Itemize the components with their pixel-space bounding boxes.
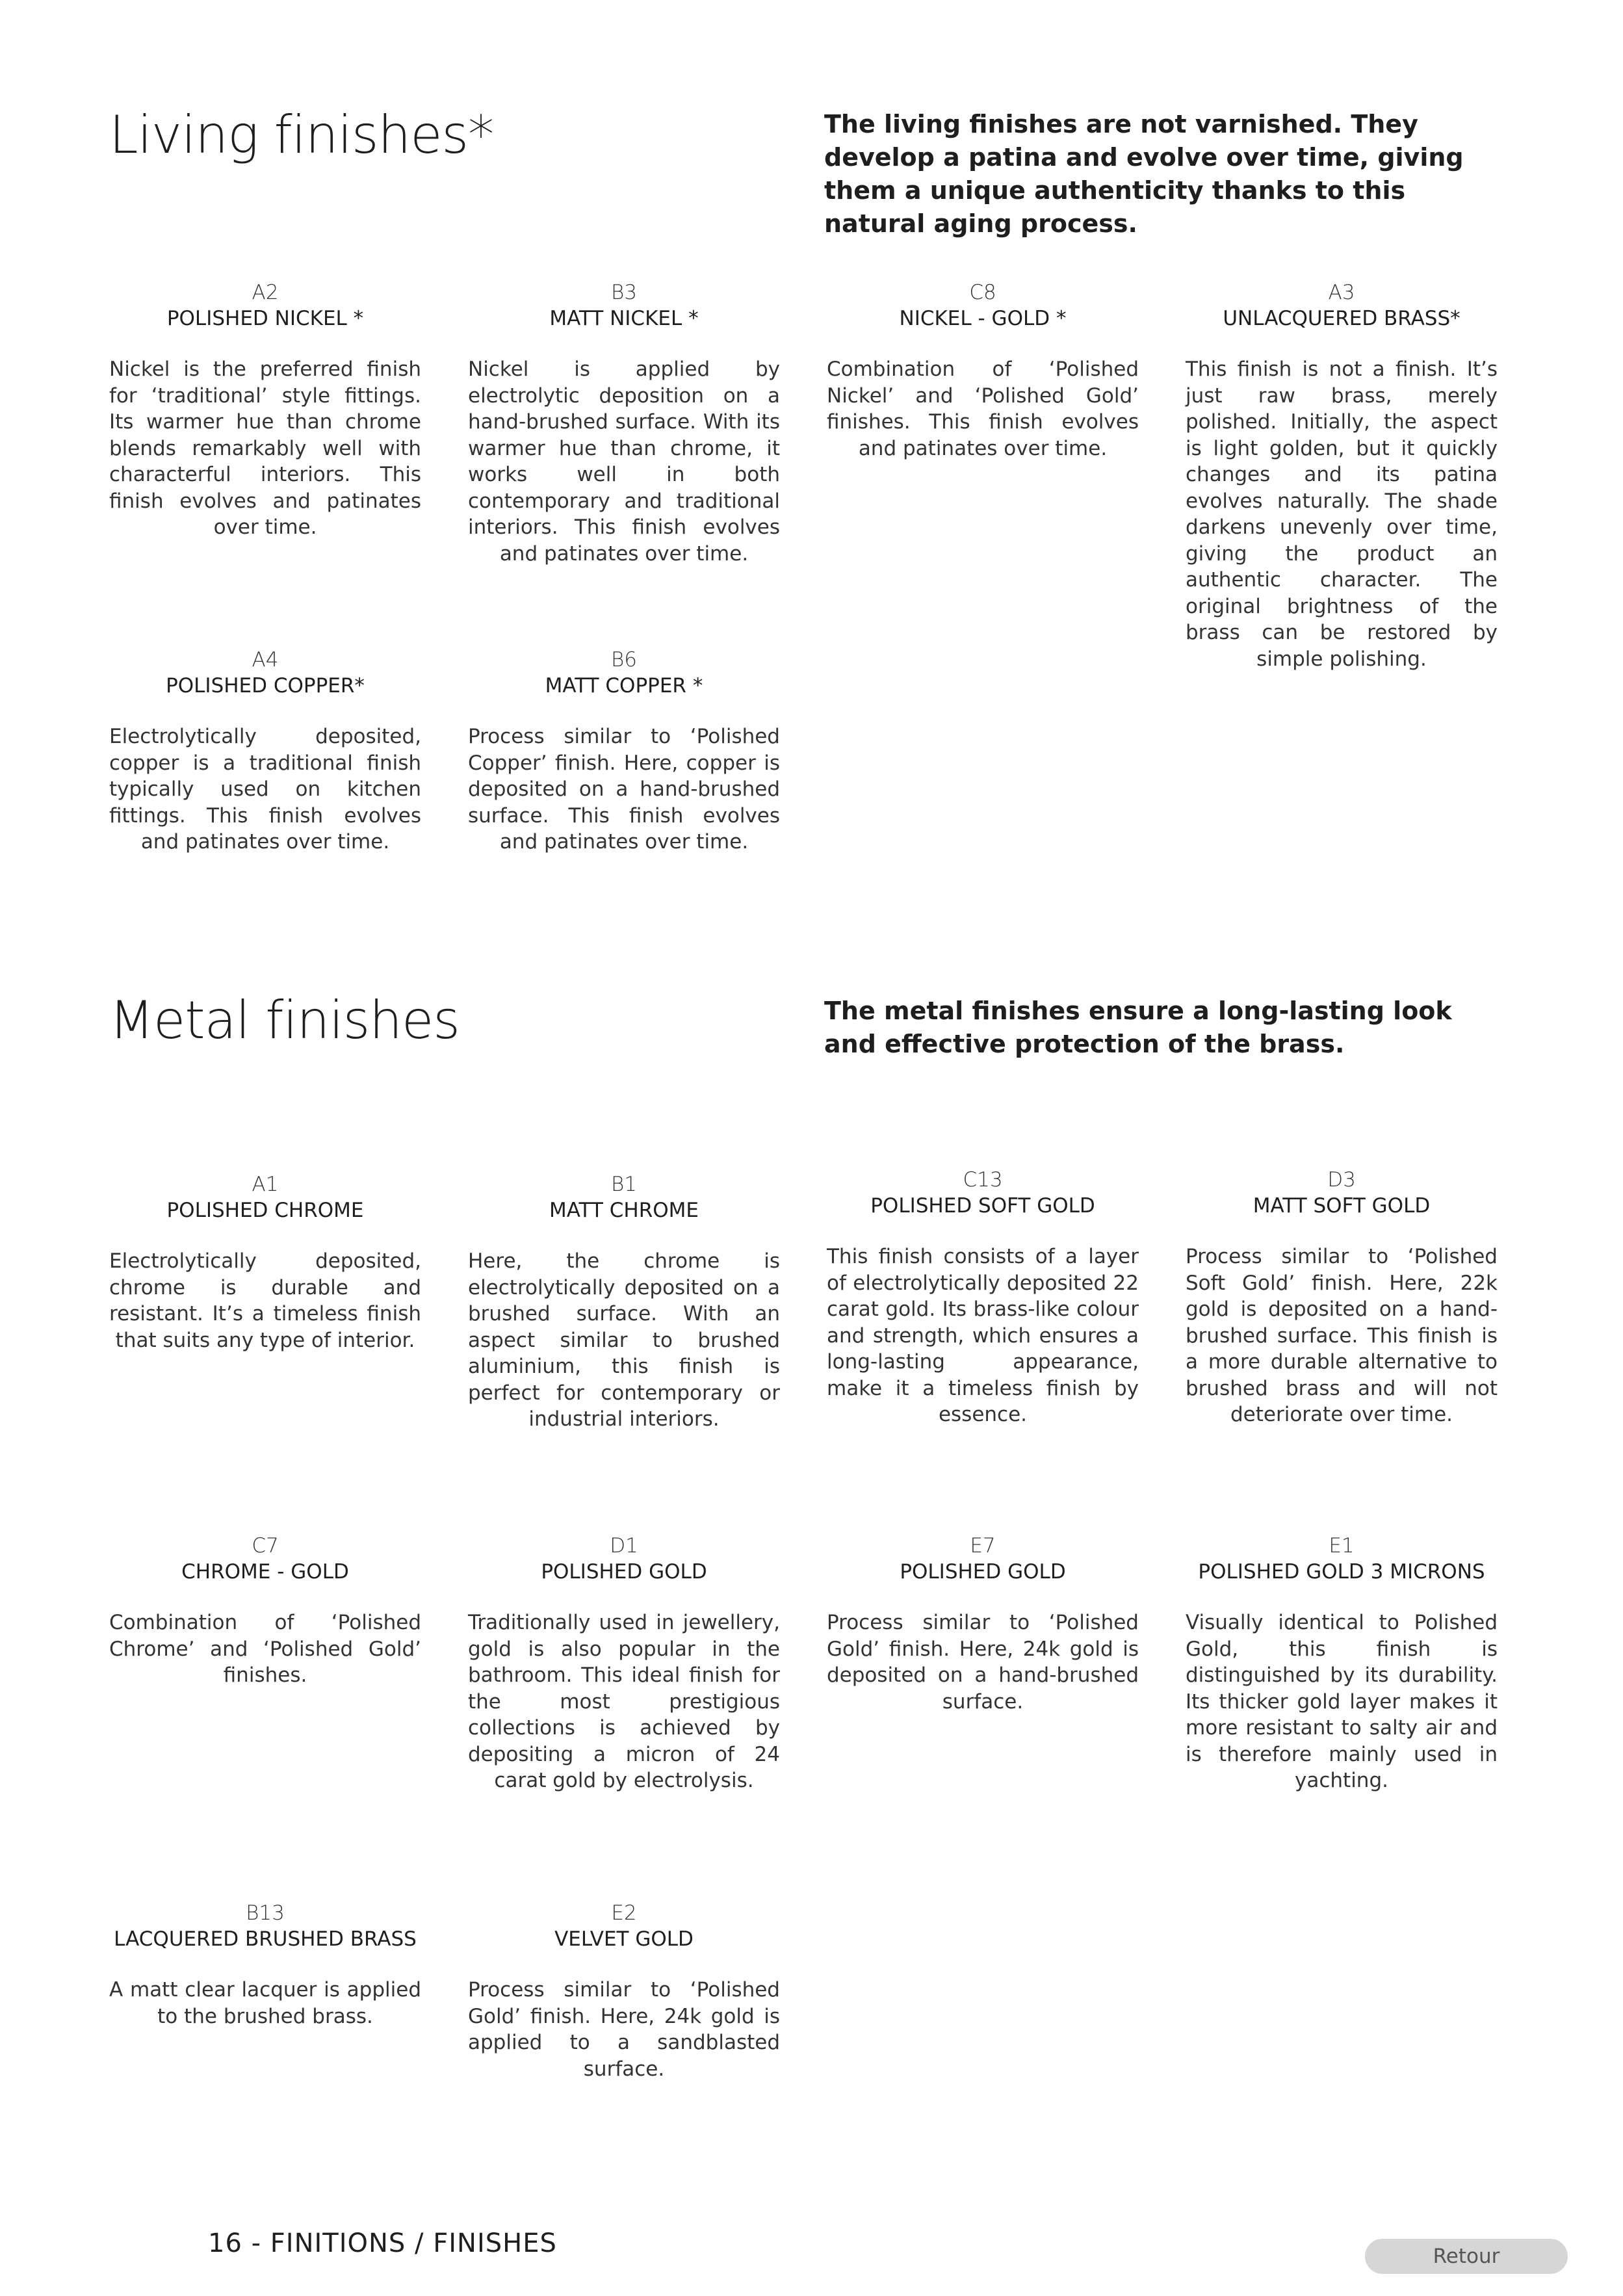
finish-code: C7 — [252, 1534, 279, 1558]
finish-description: Process similar to ‘Polished Copper’ finish. Here, copper is deposited on a hand-brushed surface. This finish evolves and patinates over time. — [468, 725, 780, 854]
finish-description: Here, the chrome is electrolytically deposited on a brushed surface. With an aspect similar to brushed aluminium, this finish is perfect for contemporary or industrial interiors. — [468, 1249, 780, 1431]
finish-code: B3 — [610, 281, 638, 304]
finish-description: Process similar to ‘Polished Gold’ finish. Here, 24k gold is applied to a sandblasted surface. — [468, 1978, 780, 2081]
finish-name: MATT NICKEL * — [549, 307, 699, 330]
metal-finishes-intro: The metal finishes ensure a long-lasting look and effective protection of the brass. — [824, 997, 1452, 1058]
finish-card-a4 — [109, 647, 421, 855]
finish-code: B13 — [246, 1901, 285, 1925]
finish-card-a1 — [109, 1171, 421, 1353]
finish-name: NICKEL - GOLD * — [899, 307, 1067, 330]
finish-card-b1 — [468, 1171, 780, 1433]
finish-name: UNLACQUERED BRASS* — [1223, 307, 1461, 330]
finish-description: Combination of ‘Polished Chrome’ and ‘Polished Gold’ finishes. — [109, 1611, 421, 1687]
finish-description: Traditionally used in jewellery, gold is also popular in the bathroom. This ideal finish for the most prestigious collections is achieved by depositing a micron of 24 carat gold by electrolysis. — [468, 1611, 780, 1792]
finish-description: Visually identical to Polished Gold, this finish is distinguished by its durability. Its thicker gold layer makes it more resistant to salty air and is therefore mainly used in yachting. — [1186, 1611, 1498, 1792]
finish-description: Process similar to ‘Polished Gold’ finish. Here, 24k gold is deposited on a hand-brushed surface. — [827, 1611, 1139, 1714]
metal-finishes-title: Metal finishes — [109, 990, 460, 1050]
finish-code: D3 — [1327, 1168, 1356, 1192]
finish-card-b6 — [468, 647, 780, 855]
back-button[interactable]: Retour — [1365, 2239, 1568, 2274]
finish-name: POLISHED NICKEL * — [166, 307, 364, 330]
finish-description: Electrolytically deposited, copper is a traditional finish typically used on kitchen fittings. This finish evolves and patinates over time. — [109, 725, 421, 854]
finish-code: B1 — [610, 1173, 638, 1196]
finish-description: This finish is not a finish. It’s just raw brass, merely polished. Initially, the aspect is light golden, but it quickly changes and its patina evolves naturally. The shade darkens unevenly over time, giving the product an authentic character. The original brightness of the brass can be restored by simple polishing. — [1186, 358, 1498, 671]
finish-card-b3 — [468, 280, 780, 567]
finish-name: POLISHED GOLD — [900, 1560, 1066, 1584]
finish-name: CHROME - GOLD — [181, 1560, 349, 1584]
finish-name: MATT CHROME — [549, 1199, 699, 1222]
living-finishes-intro: The living finishes are not varnished. They develop a patina and evolve over time, giving them a unique authenticity thanks to this natural aging process. — [824, 110, 1464, 238]
finish-description: Nickel is the preferred finish for ‘traditional’ style fittings. Its warmer hue than chrome blends remarkably well with characterful interiors. This finish evolves and patinates over time. — [109, 358, 421, 539]
finish-card-b13 — [109, 1900, 421, 2029]
finish-code: A1 — [252, 1173, 279, 1196]
finish-code: B6 — [610, 648, 638, 672]
finish-code: E2 — [611, 1901, 637, 1925]
finish-code: C13 — [963, 1168, 1003, 1192]
finish-description: Electrolytically deposited, chrome is durable and resistant. It’s a timeless finish that suits any type of interior. — [109, 1249, 421, 1352]
finish-card-c7 — [109, 1533, 421, 1689]
finish-card-e7 — [827, 1533, 1139, 1715]
finish-name: POLISHED COPPER* — [166, 674, 365, 698]
finish-code: D1 — [610, 1534, 638, 1558]
finish-name: POLISHED SOFT GOLD — [870, 1194, 1095, 1218]
finish-code: A3 — [1328, 281, 1355, 304]
finish-card-e1 — [1186, 1533, 1498, 1794]
finish-description: Process similar to ‘Polished Soft Gold’ finish. Here, 22k gold is deposited on a hand-brushed surface. This finish is a more durable alternative to brushed brass and will not deteriorate over time. — [1186, 1245, 1498, 1426]
finish-description: Combination of ‘Polished Nickel’ and ‘Polished Gold’ finishes. This finish evolves and patinates over time. — [827, 358, 1139, 460]
finish-card-c8 — [827, 280, 1139, 462]
finish-name: VELVET GOLD — [554, 1927, 694, 1951]
finish-card-e2 — [468, 1900, 780, 2082]
finish-name: MATT COPPER * — [545, 674, 703, 698]
finish-code: A4 — [252, 648, 279, 672]
finish-card-c13 — [827, 1167, 1139, 1428]
finish-name: MATT SOFT GOLD — [1253, 1194, 1431, 1218]
finish-description: A matt clear lacquer is applied to the brushed brass. — [109, 1978, 421, 2028]
finish-name: LACQUERED BRUSHED BRASS — [114, 1927, 417, 1951]
finish-card-a3 — [1186, 280, 1498, 672]
finish-name: POLISHED GOLD 3 MICRONS — [1198, 1560, 1485, 1584]
finish-name: POLISHED GOLD — [541, 1560, 707, 1584]
finish-description: This finish consists of a layer of electrolytically deposited 22 carat gold. Its brass-like colour and strength, which ensures a long-lasting appearance, make it a timeless finish by essence. — [827, 1245, 1139, 1426]
finish-card-a2 — [109, 280, 421, 541]
page-footer-label: 16 - FINITIONS / FINISHES — [208, 2228, 557, 2258]
finish-code: C8 — [969, 281, 996, 304]
living-finishes-title: Living finishes* — [109, 105, 494, 165]
finish-code: E1 — [1329, 1534, 1355, 1558]
finish-name: POLISHED CHROME — [166, 1199, 364, 1222]
finish-card-d1 — [468, 1533, 780, 1794]
finish-code: E7 — [970, 1534, 996, 1558]
finish-description: Nickel is applied by electrolytic deposition on a hand-brushed surface. With its warmer hue than chrome, it works well in both contemporary and traditional interiors. This finish evolves and patinates over time. — [468, 358, 780, 566]
finish-card-d3 — [1186, 1167, 1498, 1428]
finish-code: A2 — [252, 281, 279, 304]
